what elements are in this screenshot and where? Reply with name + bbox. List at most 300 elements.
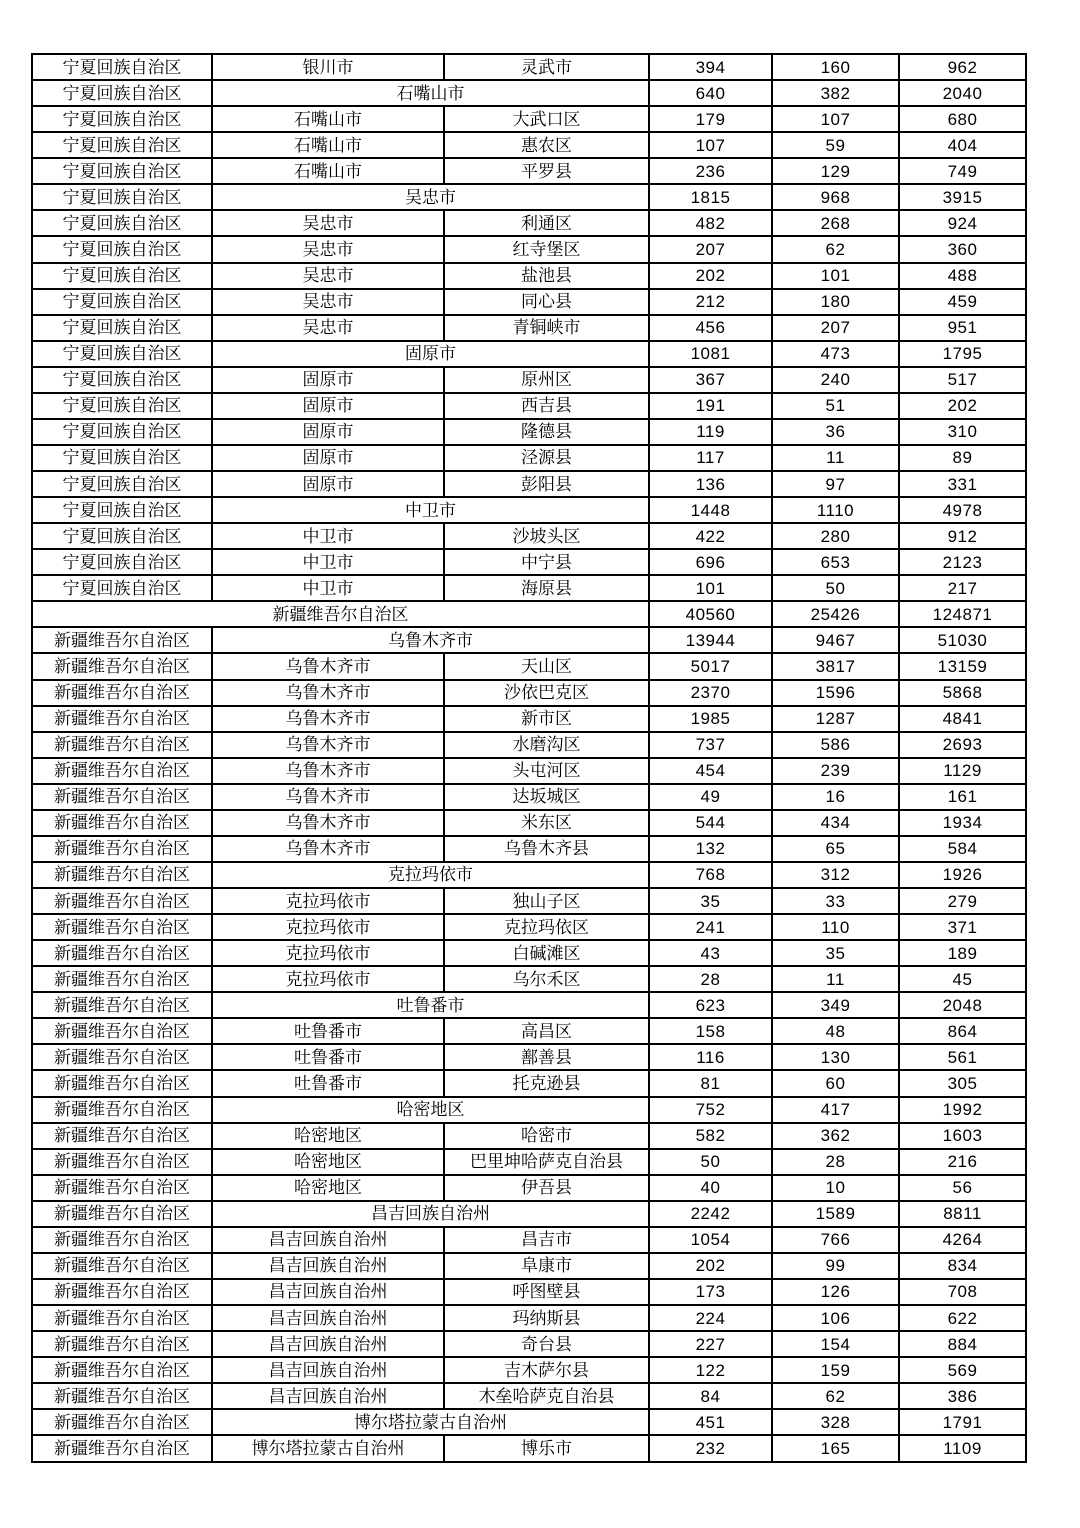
province-cell: 宁夏回族自治区 xyxy=(32,419,212,445)
table-row xyxy=(32,1357,1026,1383)
value-cell: 968 xyxy=(772,184,899,210)
city-cell: 哈密地区 xyxy=(212,1149,444,1175)
table-row xyxy=(32,549,1026,575)
province-cell: 宁夏回族自治区 xyxy=(32,445,212,471)
province-cell: 新疆维吾尔自治区 xyxy=(32,1331,212,1357)
value-cell: 110 xyxy=(772,914,899,940)
city-total-cell: 昌吉回族自治州 xyxy=(212,1201,649,1227)
value-cell: 456 xyxy=(649,315,772,341)
province-cell: 宁夏回族自治区 xyxy=(32,497,212,523)
district-cell: 哈密市 xyxy=(444,1123,649,1149)
city-cell: 乌鲁木齐市 xyxy=(212,680,444,706)
value-cell: 422 xyxy=(649,523,772,549)
province-cell: 宁夏回族自治区 xyxy=(32,341,212,367)
city-cell: 固原市 xyxy=(212,367,444,393)
province-cell: 新疆维吾尔自治区 xyxy=(32,1357,212,1383)
value-cell: 362 xyxy=(772,1123,899,1149)
province-cell: 宁夏回族自治区 xyxy=(32,80,212,106)
value-cell: 191 xyxy=(649,393,772,419)
value-cell: 101 xyxy=(772,263,899,289)
province-cell: 新疆维吾尔自治区 xyxy=(32,1383,212,1409)
table-row xyxy=(32,1044,1026,1070)
value-cell: 124871 xyxy=(899,601,1026,627)
district-cell: 头屯河区 xyxy=(444,758,649,784)
value-cell: 217 xyxy=(899,575,1026,601)
city-cell: 乌鲁木齐市 xyxy=(212,810,444,836)
table-row xyxy=(32,732,1026,758)
city-cell: 石嘴山市 xyxy=(212,106,444,132)
value-cell: 1795 xyxy=(899,341,1026,367)
district-cell: 同心县 xyxy=(444,289,649,315)
value-cell: 1109 xyxy=(899,1435,1026,1462)
value-cell: 136 xyxy=(649,471,772,497)
city-cell: 中卫市 xyxy=(212,575,444,601)
province-cell: 新疆维吾尔自治区 xyxy=(32,706,212,732)
district-cell: 鄯善县 xyxy=(444,1044,649,1070)
value-cell: 268 xyxy=(772,210,899,236)
district-cell: 博乐市 xyxy=(444,1435,649,1462)
table-row xyxy=(32,1383,1026,1409)
value-cell: 394 xyxy=(649,54,772,80)
value-cell: 49 xyxy=(649,784,772,810)
district-cell: 平罗县 xyxy=(444,158,649,184)
district-cell: 中宁县 xyxy=(444,549,649,575)
value-cell: 360 xyxy=(899,236,1026,262)
table-row xyxy=(32,1409,1026,1435)
value-cell: 1448 xyxy=(649,497,772,523)
province-cell: 宁夏回族自治区 xyxy=(32,263,212,289)
province-cell: 新疆维吾尔自治区 xyxy=(32,1279,212,1305)
province-cell: 新疆维吾尔自治区 xyxy=(32,888,212,914)
value-cell: 517 xyxy=(899,367,1026,393)
value-cell: 207 xyxy=(649,236,772,262)
table-row xyxy=(32,1175,1026,1201)
district-cell: 奇台县 xyxy=(444,1331,649,1357)
city-cell: 银川市 xyxy=(212,54,444,80)
table-row xyxy=(32,1149,1026,1175)
value-cell: 328 xyxy=(772,1409,899,1435)
province-cell: 宁夏回族自治区 xyxy=(32,393,212,419)
value-cell: 752 xyxy=(649,1097,772,1123)
district-cell: 天山区 xyxy=(444,653,649,679)
value-cell: 708 xyxy=(899,1279,1026,1305)
table-row xyxy=(32,914,1026,940)
value-cell: 962 xyxy=(899,54,1026,80)
value-cell: 451 xyxy=(649,1409,772,1435)
value-cell: 13159 xyxy=(899,653,1026,679)
table-row xyxy=(32,575,1026,601)
value-cell: 8811 xyxy=(899,1201,1026,1227)
region-table-body xyxy=(32,54,1026,1462)
value-cell: 56 xyxy=(899,1175,1026,1201)
province-cell: 新疆维吾尔自治区 xyxy=(32,1044,212,1070)
value-cell: 305 xyxy=(899,1070,1026,1096)
value-cell: 371 xyxy=(899,914,1026,940)
table-row xyxy=(32,471,1026,497)
city-cell: 昌吉回族自治州 xyxy=(212,1279,444,1305)
province-cell: 宁夏回族自治区 xyxy=(32,184,212,210)
value-cell: 2370 xyxy=(649,680,772,706)
value-cell: 89 xyxy=(899,445,1026,471)
value-cell: 130 xyxy=(772,1044,899,1070)
table-row xyxy=(32,680,1026,706)
value-cell: 737 xyxy=(649,732,772,758)
value-cell: 312 xyxy=(772,862,899,888)
table-row xyxy=(32,523,1026,549)
table-row xyxy=(32,940,1026,966)
city-total-cell: 吐鲁番市 xyxy=(212,992,649,1018)
value-cell: 159 xyxy=(772,1357,899,1383)
district-cell: 克拉玛依区 xyxy=(444,914,649,940)
city-cell: 乌鲁木齐市 xyxy=(212,784,444,810)
value-cell: 382 xyxy=(772,80,899,106)
value-cell: 924 xyxy=(899,210,1026,236)
value-cell: 132 xyxy=(649,836,772,862)
city-cell: 昌吉回族自治州 xyxy=(212,1253,444,1279)
table-row xyxy=(32,1123,1026,1149)
district-cell: 巴里坤哈萨克自治县 xyxy=(444,1149,649,1175)
value-cell: 202 xyxy=(899,393,1026,419)
value-cell: 25426 xyxy=(772,601,899,627)
value-cell: 582 xyxy=(649,1123,772,1149)
city-cell: 乌鲁木齐市 xyxy=(212,758,444,784)
value-cell: 310 xyxy=(899,419,1026,445)
value-cell: 696 xyxy=(649,549,772,575)
city-cell: 哈密地区 xyxy=(212,1175,444,1201)
value-cell: 173 xyxy=(649,1279,772,1305)
table-row xyxy=(32,289,1026,315)
value-cell: 1992 xyxy=(899,1097,1026,1123)
province-cell: 新疆维吾尔自治区 xyxy=(32,784,212,810)
value-cell: 386 xyxy=(899,1383,1026,1409)
value-cell: 331 xyxy=(899,471,1026,497)
province-cell: 新疆维吾尔自治区 xyxy=(32,1123,212,1149)
district-cell: 阜康市 xyxy=(444,1253,649,1279)
district-cell: 米东区 xyxy=(444,810,649,836)
value-cell: 10 xyxy=(772,1175,899,1201)
city-cell: 吐鲁番市 xyxy=(212,1070,444,1096)
city-cell: 哈密地区 xyxy=(212,1123,444,1149)
value-cell: 50 xyxy=(649,1149,772,1175)
province-cell: 新疆维吾尔自治区 xyxy=(32,836,212,862)
city-total-cell: 博尔塔拉蒙古自治州 xyxy=(212,1409,649,1435)
value-cell: 4978 xyxy=(899,497,1026,523)
district-cell: 白碱滩区 xyxy=(444,940,649,966)
province-cell: 新疆维吾尔自治区 xyxy=(32,680,212,706)
value-cell: 48 xyxy=(772,1018,899,1044)
province-cell: 新疆维吾尔自治区 xyxy=(32,758,212,784)
value-cell: 5017 xyxy=(649,653,772,679)
value-cell: 349 xyxy=(772,992,899,1018)
district-cell: 原州区 xyxy=(444,367,649,393)
district-cell: 利通区 xyxy=(444,210,649,236)
table-row xyxy=(32,263,1026,289)
province-cell: 新疆维吾尔自治区 xyxy=(32,810,212,836)
table-row xyxy=(32,54,1026,80)
city-total-cell: 哈密地区 xyxy=(212,1097,649,1123)
province-cell: 新疆维吾尔自治区 xyxy=(32,1018,212,1044)
table-row xyxy=(32,210,1026,236)
province-cell: 宁夏回族自治区 xyxy=(32,289,212,315)
table-row xyxy=(32,1018,1026,1044)
value-cell: 216 xyxy=(899,1149,1026,1175)
table-row xyxy=(32,1227,1026,1253)
value-cell: 280 xyxy=(772,523,899,549)
value-cell: 1287 xyxy=(772,706,899,732)
district-cell: 伊吾县 xyxy=(444,1175,649,1201)
city-cell: 吴忠市 xyxy=(212,236,444,262)
value-cell: 236 xyxy=(649,158,772,184)
table-row xyxy=(32,888,1026,914)
value-cell: 623 xyxy=(649,992,772,1018)
district-cell: 昌吉市 xyxy=(444,1227,649,1253)
value-cell: 9467 xyxy=(772,627,899,653)
district-cell: 灵武市 xyxy=(444,54,649,80)
value-cell: 2123 xyxy=(899,549,1026,575)
province-cell: 新疆维吾尔自治区 xyxy=(32,1070,212,1096)
value-cell: 40560 xyxy=(649,601,772,627)
city-cell: 克拉玛依市 xyxy=(212,966,444,992)
city-cell: 中卫市 xyxy=(212,523,444,549)
district-cell: 盐池县 xyxy=(444,263,649,289)
table-row xyxy=(32,1305,1026,1331)
value-cell: 122 xyxy=(649,1357,772,1383)
table-row xyxy=(32,80,1026,106)
city-cell: 克拉玛依市 xyxy=(212,914,444,940)
value-cell: 227 xyxy=(649,1331,772,1357)
value-cell: 766 xyxy=(772,1227,899,1253)
province-cell: 宁夏回族自治区 xyxy=(32,158,212,184)
value-cell: 97 xyxy=(772,471,899,497)
value-cell: 202 xyxy=(649,263,772,289)
table-row xyxy=(32,106,1026,132)
value-cell: 2242 xyxy=(649,1201,772,1227)
value-cell: 640 xyxy=(649,80,772,106)
province-cell: 新疆维吾尔自治区 xyxy=(32,1227,212,1253)
value-cell: 2048 xyxy=(899,992,1026,1018)
province-cell: 宁夏回族自治区 xyxy=(32,575,212,601)
value-cell: 189 xyxy=(899,940,1026,966)
province-cell: 新疆维吾尔自治区 xyxy=(32,732,212,758)
value-cell: 62 xyxy=(772,1383,899,1409)
province-cell: 新疆维吾尔自治区 xyxy=(32,1409,212,1435)
province-cell: 宁夏回族自治区 xyxy=(32,549,212,575)
value-cell: 158 xyxy=(649,1018,772,1044)
table-row xyxy=(32,1097,1026,1123)
value-cell: 33 xyxy=(772,888,899,914)
value-cell: 65 xyxy=(772,836,899,862)
value-cell: 1054 xyxy=(649,1227,772,1253)
value-cell: 60 xyxy=(772,1070,899,1096)
district-cell: 大武口区 xyxy=(444,106,649,132)
table-row xyxy=(32,627,1026,653)
value-cell: 1081 xyxy=(649,341,772,367)
city-cell: 克拉玛依市 xyxy=(212,940,444,966)
value-cell: 129 xyxy=(772,158,899,184)
value-cell: 1603 xyxy=(899,1123,1026,1149)
value-cell: 50 xyxy=(772,575,899,601)
province-cell: 新疆维吾尔自治区 xyxy=(32,992,212,1018)
table-row xyxy=(32,1435,1026,1462)
value-cell: 569 xyxy=(899,1357,1026,1383)
city-cell: 吴忠市 xyxy=(212,289,444,315)
value-cell: 459 xyxy=(899,289,1026,315)
table-row xyxy=(32,810,1026,836)
value-cell: 179 xyxy=(649,106,772,132)
table-row xyxy=(32,393,1026,419)
table-row xyxy=(32,315,1026,341)
value-cell: 202 xyxy=(649,1253,772,1279)
city-cell: 固原市 xyxy=(212,393,444,419)
district-cell: 泾源县 xyxy=(444,445,649,471)
city-cell: 吴忠市 xyxy=(212,263,444,289)
value-cell: 864 xyxy=(899,1018,1026,1044)
value-cell: 224 xyxy=(649,1305,772,1331)
value-cell: 1815 xyxy=(649,184,772,210)
city-cell: 吴忠市 xyxy=(212,315,444,341)
value-cell: 1596 xyxy=(772,680,899,706)
value-cell: 3915 xyxy=(899,184,1026,210)
province-cell: 宁夏回族自治区 xyxy=(32,367,212,393)
city-total-cell: 石嘴山市 xyxy=(212,80,649,106)
value-cell: 768 xyxy=(649,862,772,888)
district-cell: 惠农区 xyxy=(444,132,649,158)
value-cell: 59 xyxy=(772,132,899,158)
province-cell: 宁夏回族自治区 xyxy=(32,315,212,341)
city-cell: 石嘴山市 xyxy=(212,158,444,184)
value-cell: 165 xyxy=(772,1435,899,1462)
city-total-cell: 克拉玛依市 xyxy=(212,862,649,888)
district-cell: 红寺堡区 xyxy=(444,236,649,262)
value-cell: 884 xyxy=(899,1331,1026,1357)
value-cell: 586 xyxy=(772,732,899,758)
district-cell: 呼图壁县 xyxy=(444,1279,649,1305)
city-cell: 固原市 xyxy=(212,471,444,497)
value-cell: 45 xyxy=(899,966,1026,992)
district-cell: 高昌区 xyxy=(444,1018,649,1044)
value-cell: 622 xyxy=(899,1305,1026,1331)
value-cell: 99 xyxy=(772,1253,899,1279)
table-row xyxy=(32,653,1026,679)
value-cell: 13944 xyxy=(649,627,772,653)
value-cell: 51030 xyxy=(899,627,1026,653)
table-row xyxy=(32,236,1026,262)
value-cell: 43 xyxy=(649,940,772,966)
value-cell: 434 xyxy=(772,810,899,836)
value-cell: 482 xyxy=(649,210,772,236)
table-row xyxy=(32,758,1026,784)
province-cell: 新疆维吾尔自治区 xyxy=(32,1253,212,1279)
value-cell: 126 xyxy=(772,1279,899,1305)
district-cell: 新市区 xyxy=(444,706,649,732)
value-cell: 279 xyxy=(899,888,1026,914)
table-row xyxy=(32,132,1026,158)
table-row xyxy=(32,184,1026,210)
district-cell: 西吉县 xyxy=(444,393,649,419)
table-row xyxy=(32,784,1026,810)
table-row xyxy=(32,706,1026,732)
district-cell: 水磨沟区 xyxy=(444,732,649,758)
value-cell: 2040 xyxy=(899,80,1026,106)
district-cell: 青铜峡市 xyxy=(444,315,649,341)
city-cell: 中卫市 xyxy=(212,549,444,575)
value-cell: 106 xyxy=(772,1305,899,1331)
value-cell: 2693 xyxy=(899,732,1026,758)
table-row xyxy=(32,1331,1026,1357)
city-cell: 固原市 xyxy=(212,419,444,445)
district-cell: 沙依巴克区 xyxy=(444,680,649,706)
province-cell: 新疆维吾尔自治区 xyxy=(32,627,212,653)
city-cell: 昌吉回族自治州 xyxy=(212,1383,444,1409)
province-cell: 新疆维吾尔自治区 xyxy=(32,940,212,966)
value-cell: 107 xyxy=(772,106,899,132)
value-cell: 180 xyxy=(772,289,899,315)
table-row xyxy=(32,419,1026,445)
province-cell: 宁夏回族自治区 xyxy=(32,523,212,549)
value-cell: 749 xyxy=(899,158,1026,184)
value-cell: 454 xyxy=(649,758,772,784)
city-cell: 克拉玛依市 xyxy=(212,888,444,914)
city-cell: 乌鲁木齐市 xyxy=(212,653,444,679)
value-cell: 561 xyxy=(899,1044,1026,1070)
province-cell: 新疆维吾尔自治区 xyxy=(32,862,212,888)
city-cell: 乌鲁木齐市 xyxy=(212,836,444,862)
value-cell: 212 xyxy=(649,289,772,315)
value-cell: 117 xyxy=(649,445,772,471)
value-cell: 5868 xyxy=(899,680,1026,706)
value-cell: 36 xyxy=(772,419,899,445)
district-cell: 海原县 xyxy=(444,575,649,601)
value-cell: 680 xyxy=(899,106,1026,132)
table-row xyxy=(32,445,1026,471)
value-cell: 101 xyxy=(649,575,772,601)
district-cell: 沙坡头区 xyxy=(444,523,649,549)
value-cell: 3817 xyxy=(772,653,899,679)
value-cell: 11 xyxy=(772,445,899,471)
city-cell: 吐鲁番市 xyxy=(212,1018,444,1044)
district-cell: 木垒哈萨克自治县 xyxy=(444,1383,649,1409)
province-cell: 新疆维吾尔自治区 xyxy=(32,1097,212,1123)
value-cell: 544 xyxy=(649,810,772,836)
value-cell: 1791 xyxy=(899,1409,1026,1435)
value-cell: 241 xyxy=(649,914,772,940)
city-cell: 石嘴山市 xyxy=(212,132,444,158)
value-cell: 28 xyxy=(772,1149,899,1175)
value-cell: 232 xyxy=(649,1435,772,1462)
table-row xyxy=(32,497,1026,523)
province-cell: 新疆维吾尔自治区 xyxy=(32,1201,212,1227)
province-cell: 新疆维吾尔自治区 xyxy=(32,914,212,940)
district-cell: 吉木萨尔县 xyxy=(444,1357,649,1383)
table-row xyxy=(32,158,1026,184)
table-row xyxy=(32,1070,1026,1096)
district-cell: 彭阳县 xyxy=(444,471,649,497)
value-cell: 35 xyxy=(772,940,899,966)
value-cell: 417 xyxy=(772,1097,899,1123)
table-row xyxy=(32,601,1026,627)
city-cell: 昌吉回族自治州 xyxy=(212,1305,444,1331)
city-cell: 昌吉回族自治州 xyxy=(212,1331,444,1357)
value-cell: 40 xyxy=(649,1175,772,1201)
value-cell: 16 xyxy=(772,784,899,810)
city-cell: 昌吉回族自治州 xyxy=(212,1227,444,1253)
district-cell: 隆德县 xyxy=(444,419,649,445)
province-cell: 新疆维吾尔自治区 xyxy=(32,1305,212,1331)
value-cell: 11 xyxy=(772,966,899,992)
city-cell: 乌鲁木齐市 xyxy=(212,732,444,758)
value-cell: 28 xyxy=(649,966,772,992)
city-total-cell: 乌鲁木齐市 xyxy=(212,627,649,653)
